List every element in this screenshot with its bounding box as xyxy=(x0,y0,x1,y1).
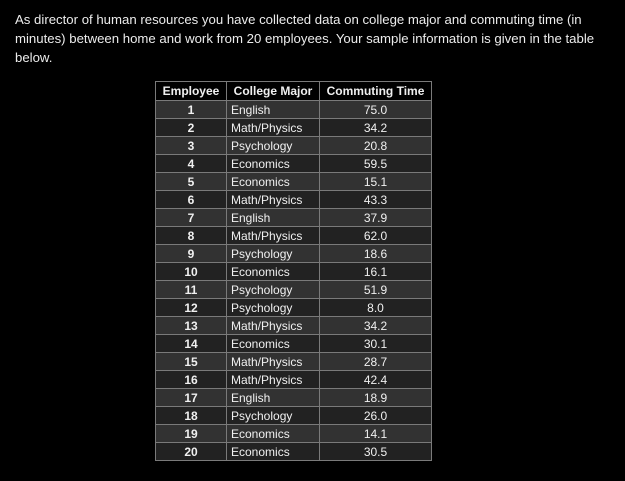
employee-cell: 16 xyxy=(156,371,227,389)
table-row xyxy=(156,317,432,335)
college-major-cell: Psychology xyxy=(227,137,320,155)
table-row xyxy=(156,335,432,353)
table-row xyxy=(156,227,432,245)
employee-cell: 15 xyxy=(156,353,227,371)
commuting-time-cell: 26.0 xyxy=(320,407,432,425)
commuting-time-cell: 43.3 xyxy=(320,191,432,209)
college-major-cell: Math/Physics xyxy=(227,119,320,137)
college-major-cell: Economics xyxy=(227,425,320,443)
table-row xyxy=(156,119,432,137)
commuting-time-cell: 34.2 xyxy=(320,119,432,137)
table-row xyxy=(156,173,432,191)
employee-data-table xyxy=(155,81,432,461)
commuting-time-cell: 18.9 xyxy=(320,389,432,407)
college-major-cell: Economics xyxy=(227,335,320,353)
employee-cell: 11 xyxy=(156,281,227,299)
employee-cell: 7 xyxy=(156,209,227,227)
employee-cell: 8 xyxy=(156,227,227,245)
commuting-time-cell: 75.0 xyxy=(320,101,432,119)
college-major-cell: English xyxy=(227,101,320,119)
college-major-cell: Math/Physics xyxy=(227,191,320,209)
commuting-time-cell: 16.1 xyxy=(320,263,432,281)
college-major-cell: Psychology xyxy=(227,281,320,299)
header-commuting-time: Commuting Time xyxy=(320,82,432,101)
table-body xyxy=(156,101,432,461)
commuting-time-cell: 20.8 xyxy=(320,137,432,155)
commuting-time-cell: 37.9 xyxy=(320,209,432,227)
table-row xyxy=(156,245,432,263)
commuting-time-cell: 15.1 xyxy=(320,173,432,191)
header-employee: Employee xyxy=(156,82,227,101)
table-row xyxy=(156,443,432,461)
college-major-cell: Economics xyxy=(227,173,320,191)
table-row xyxy=(156,389,432,407)
commuting-time-cell: 51.9 xyxy=(320,281,432,299)
table-row xyxy=(156,263,432,281)
commuting-time-cell: 59.5 xyxy=(320,155,432,173)
employee-cell: 4 xyxy=(156,155,227,173)
table-row xyxy=(156,353,432,371)
college-major-cell: Math/Physics xyxy=(227,371,320,389)
employee-cell: 20 xyxy=(156,443,227,461)
table-header-row xyxy=(156,82,432,101)
table-row xyxy=(156,101,432,119)
header-college-major: College Major xyxy=(227,82,320,101)
intro-paragraph: As director of human resources you have collected data on college major and commuting time (in minutes) between home and work from 20 employees. Your sample information is given in the table below. xyxy=(15,12,595,65)
employee-cell: 19 xyxy=(156,425,227,443)
table-row xyxy=(156,299,432,317)
employee-cell: 13 xyxy=(156,317,227,335)
table-row xyxy=(156,425,432,443)
table-row xyxy=(156,191,432,209)
employee-cell: 6 xyxy=(156,191,227,209)
college-major-cell: Math/Physics xyxy=(227,227,320,245)
commuting-time-cell: 28.7 xyxy=(320,353,432,371)
college-major-cell: Economics xyxy=(227,443,320,461)
employee-cell: 9 xyxy=(156,245,227,263)
commuting-time-cell: 42.4 xyxy=(320,371,432,389)
employee-cell: 12 xyxy=(156,299,227,317)
table-row xyxy=(156,407,432,425)
employee-cell: 3 xyxy=(156,137,227,155)
employee-cell: 10 xyxy=(156,263,227,281)
college-major-cell: Economics xyxy=(227,155,320,173)
commuting-time-cell: 30.5 xyxy=(320,443,432,461)
commuting-time-cell: 62.0 xyxy=(320,227,432,245)
commuting-time-cell: 30.1 xyxy=(320,335,432,353)
college-major-cell: Psychology xyxy=(227,245,320,263)
commuting-time-cell: 34.2 xyxy=(320,317,432,335)
table-row xyxy=(156,137,432,155)
employee-cell: 1 xyxy=(156,101,227,119)
employee-cell: 18 xyxy=(156,407,227,425)
employee-cell: 2 xyxy=(156,119,227,137)
table-row xyxy=(156,281,432,299)
table-row xyxy=(156,209,432,227)
college-major-cell: Psychology xyxy=(227,407,320,425)
commuting-time-cell: 18.6 xyxy=(320,245,432,263)
employee-cell: 17 xyxy=(156,389,227,407)
table-row xyxy=(156,155,432,173)
college-major-cell: Economics xyxy=(227,263,320,281)
college-major-cell: Math/Physics xyxy=(227,353,320,371)
commuting-time-cell: 14.1 xyxy=(320,425,432,443)
employee-cell: 5 xyxy=(156,173,227,191)
commuting-time-cell: 8.0 xyxy=(320,299,432,317)
college-major-cell: Psychology xyxy=(227,299,320,317)
college-major-cell: Math/Physics xyxy=(227,317,320,335)
table-row xyxy=(156,371,432,389)
employee-cell: 14 xyxy=(156,335,227,353)
college-major-cell: English xyxy=(227,209,320,227)
college-major-cell: English xyxy=(227,389,320,407)
